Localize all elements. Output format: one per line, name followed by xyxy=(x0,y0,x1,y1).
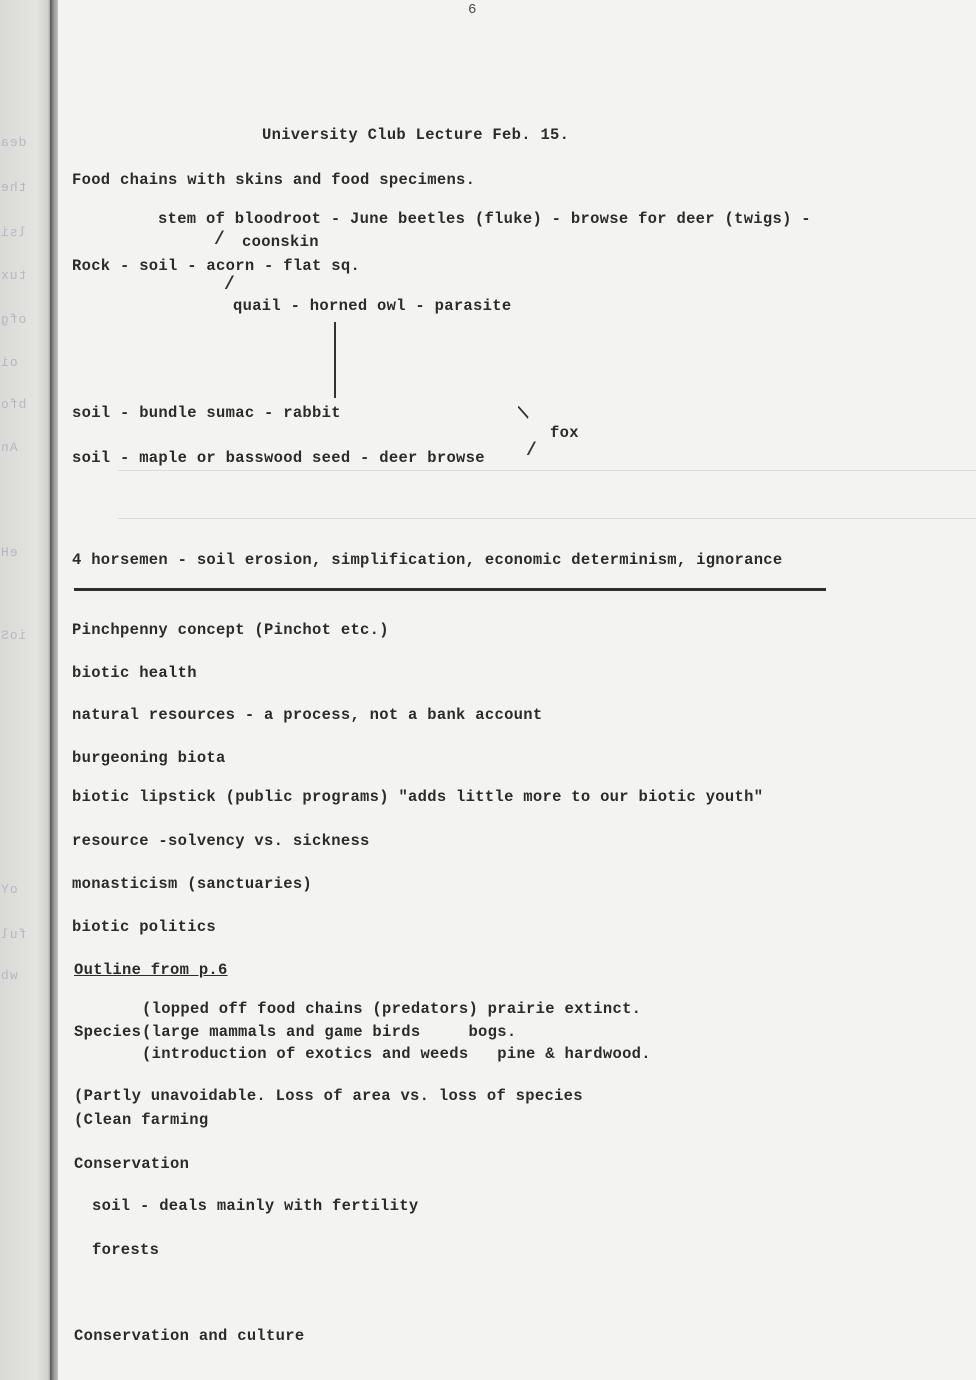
list-item: burgeoning biota xyxy=(72,749,226,767)
page-number: 6 xyxy=(468,2,477,18)
list-item: biotic lipstick (public programs) "adds little more to our biotic youth" xyxy=(72,788,764,806)
clean-farming-line: (Clean farming xyxy=(74,1111,209,1129)
section-rule xyxy=(74,588,826,591)
branch-mark: / xyxy=(214,230,225,250)
food-chain-coonskin: coonskin xyxy=(242,233,319,251)
connector-line xyxy=(334,322,336,398)
outline-heading: Outline from p.6 xyxy=(74,961,228,979)
conservation-culture-line: Conservation and culture xyxy=(74,1327,305,1345)
branch-mark: / xyxy=(526,441,537,461)
list-item: resource -solvency vs. sickness xyxy=(72,832,370,850)
list-item: biotic health xyxy=(72,664,197,682)
branch-mark: / xyxy=(224,275,235,295)
species-line: (introduction of exotics and weeds pine & hardwood. xyxy=(142,1045,651,1063)
typescript-page xyxy=(58,0,976,1380)
food-chain-rock-line: Rock - soil - acorn - flat sq. xyxy=(72,257,361,275)
facing-page-edge: dea the lsi tux ofg oi bfo An eH ioS oY ful wb xyxy=(0,0,52,1380)
species-label: Species xyxy=(74,1023,142,1041)
page-title: University Club Lecture Feb. 15. xyxy=(262,126,570,144)
list-item: biotic politics xyxy=(72,918,217,936)
species-line: (lopped off food chains (predators) prairie extinct. xyxy=(142,1000,642,1018)
food-chain-fox: fox xyxy=(550,424,579,442)
food-chain-quail-line: quail - horned owl - parasite xyxy=(233,297,512,315)
partly-line: (Partly unavoidable. Loss of area vs. loss of species xyxy=(74,1087,583,1105)
conservation-heading: Conservation xyxy=(74,1155,190,1173)
conservation-soil-line: soil - deals mainly with fertility xyxy=(92,1197,419,1215)
branch-mark: / xyxy=(514,404,537,422)
species-line: (large mammals and game birds bogs. xyxy=(142,1023,517,1041)
list-item: natural resources - a process, not a bank account xyxy=(72,706,543,724)
faint-ruled-line xyxy=(118,518,976,519)
conservation-forests-line: forests xyxy=(92,1241,160,1259)
food-chains-heading: Food chains with skins and food specimens. xyxy=(72,171,476,189)
food-chain-soil-line-2: soil - maple or basswood seed - deer browse xyxy=(72,449,485,467)
faint-ruled-line xyxy=(118,470,976,471)
food-chain-stem-line: stem of bloodroot - June beetles (fluke) - browse for deer (twigs) - xyxy=(158,210,811,228)
list-item: monasticism (sanctuaries) xyxy=(72,875,313,893)
list-item: Pinchpenny concept (Pinchot etc.) xyxy=(72,621,389,639)
food-chain-soil-line-1: soil - bundle sumac - rabbit xyxy=(72,404,341,422)
four-horsemen-line: 4 horsemen - soil erosion, simplification, economic determinism, ignorance xyxy=(72,551,783,569)
